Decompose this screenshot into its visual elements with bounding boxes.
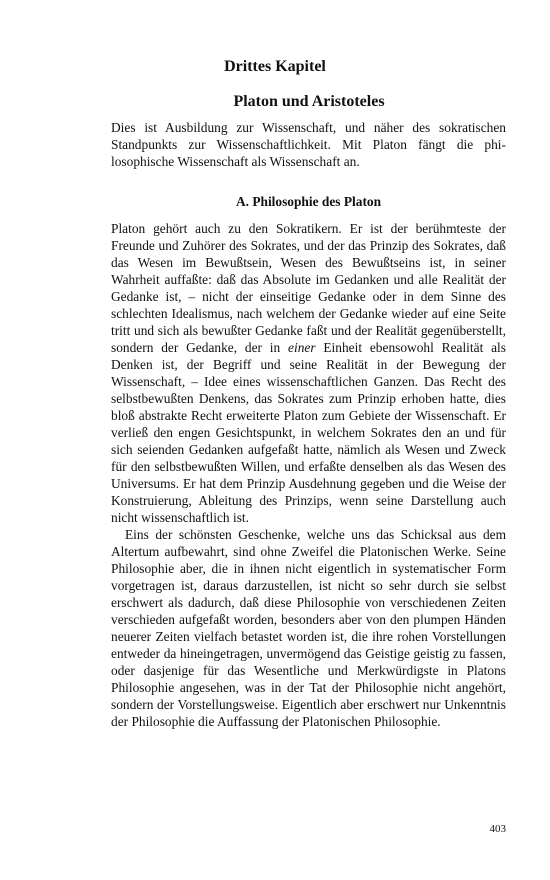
paragraph-1-text-after: Einheit ebensowohl Realität als Denken ist, der Begriff und seine Realität in der Bewegung der Wissenschaft, – Idee eines wissenschaftlichen Ganzen. Das Recht des selbstbewußten Denkens, das Sokrates zum Prinzip erhoben hatte, dies bloß abstrakte Recht erweiterte Platon zum Gebiete der Wissenschaft. Er verließ den engen Gesichtspunkt, in welchem Sokrates den an und für sich seienden Gedanken aufgefaßt hatte, nämlich als Wesen und Zweck für den selbstbewußten Willen, und erfaßte denselben als das Wesen des Universums. Er hat dem Prinzip Ausdehnung gegeben und die Weise der Konstruierung, Ableitung des Prinzips, wenn seine Darstellung auch nicht wissenschaftlich ist. [111,340,506,525]
page-number: 403 [489,823,506,835]
chapter-title: Platon und Aristoteles [233,93,385,110]
emphasized-word: einer [288,340,316,355]
section-heading: A. Philosophie des Platon [235,194,382,209]
intro-paragraph: Dies ist Ausbildung zur Wissenschaft, und näher des sokratischen Standpunkts zur Wissenschaftlichkeit. Mit Platon fängt die philosophische Wissenschaft als Wissenschaft an. [111,120,506,169]
paragraph-1-text-before: Platon gehört auch zu den Sokratikern. Er ist der berühmteste der Freunde und Zuhörer des Sokrates, und der das Prinzip des Sokrates, daß das Wesen im Bewußtsein, Wesen des Bewußtseins ist, in seiner Wahrheit auffaßte: daß das Absolute im Gedanken und alle Realität der Gedanke ist, – nicht der einseitige Gedanke oder in dem Sinne des schlechten Idealismus, nach welchem der Gedanke wieder auf eine Seite tritt und sich als bewußter Gedanke faßt und der Realität gegenüberstellt, sondern der Gedanke, der in [111,221,506,355]
chapter-label: Drittes Kapitel [224,58,326,75]
body-paragraph-1 [111,220,506,526]
body-paragraph-2: Eins der schönsten Geschenke, welche uns das Schicksal aus dem Altertum aufbewahrt, sind ohne Zweifel die Platonischen Werke. Seine Philosophie aber, die in ihnen nicht eigentlich in systematischer Form vorgetragen ist, daraus darzustellen, ist nicht so sehr durch sie selbst erschwert als dadurch, daß diese Philosophie von verschiedenen Zeiten verschieden aufgefaßt worden, besonders aber von den plumpen Händen neuerer Zeiten vielfach betastet worden ist, die ihre rohen Vorstellungen entweder da hineingetragen, unvermögend das Geistige geistig zu fassen, oder dasjenige für das Wesentliche und Merkwürdigste in Platons Philosophie angesehen, was in der Tat der Philosophie nicht angehört, sondern der Vorstellungsweise. Eigentlich aber erschwert nur Unkenntnis der Philosophie die Auffassung der Platonischen Philosophie. [111,527,506,729]
section-body [111,220,506,730]
